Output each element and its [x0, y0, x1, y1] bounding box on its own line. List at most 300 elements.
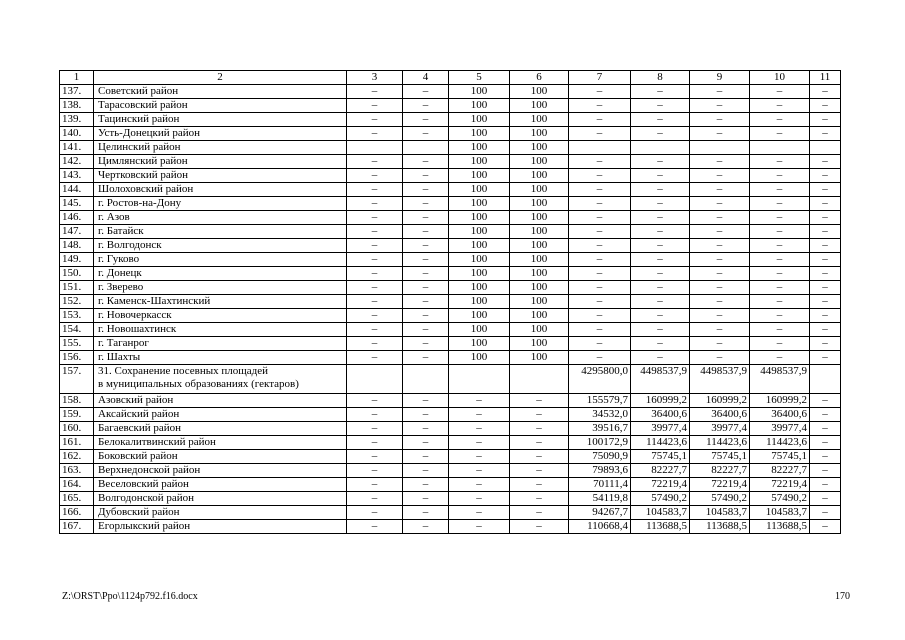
row-number-cell: 140. — [60, 127, 94, 141]
value-cell: – — [690, 197, 750, 211]
value-cell: 57490,2 — [690, 492, 750, 506]
value-cell: – — [631, 211, 690, 225]
row-name-cell: г. Зверево — [94, 281, 347, 295]
value-cell: – — [403, 506, 449, 520]
value-cell: – — [631, 169, 690, 183]
value-cell: – — [510, 436, 569, 450]
row-name-cell: г. Новочеркасск — [94, 309, 347, 323]
value-cell: 100 — [510, 141, 569, 155]
value-cell: – — [750, 337, 810, 351]
value-cell: – — [347, 155, 403, 169]
value-cell: – — [810, 155, 841, 169]
value-cell: – — [347, 394, 403, 408]
value-cell: – — [510, 450, 569, 464]
value-cell: – — [810, 323, 841, 337]
value-cell: 94267,7 — [569, 506, 631, 520]
row-name-cell: Верхнедонской район — [94, 464, 347, 478]
value-cell: – — [810, 478, 841, 492]
value-cell: – — [403, 309, 449, 323]
table-row — [60, 309, 841, 323]
value-cell: 100 — [510, 183, 569, 197]
table-row — [60, 450, 841, 464]
table-row — [60, 141, 841, 155]
table-row — [60, 506, 841, 520]
value-cell: – — [690, 295, 750, 309]
value-cell: – — [631, 113, 690, 127]
value-cell: 100 — [449, 323, 510, 337]
value-cell: 100 — [449, 183, 510, 197]
row-name-cell: Веселовский район — [94, 478, 347, 492]
value-cell: – — [750, 183, 810, 197]
row-name-cell: Тарасовский район — [94, 99, 347, 113]
value-cell: 160999,2 — [750, 394, 810, 408]
value-cell: – — [569, 85, 631, 99]
value-cell: – — [403, 99, 449, 113]
row-number-cell: 145. — [60, 197, 94, 211]
value-cell: – — [449, 506, 510, 520]
value-cell: 100 — [510, 169, 569, 183]
value-cell: – — [631, 337, 690, 351]
row-name-cell: г. Ростов-на-Дону — [94, 197, 347, 211]
value-cell: – — [403, 239, 449, 253]
value-cell: – — [810, 197, 841, 211]
table-row — [60, 351, 841, 365]
value-cell: – — [690, 323, 750, 337]
row-number-cell: 157. — [60, 365, 94, 394]
value-cell: – — [631, 239, 690, 253]
value-cell: – — [750, 323, 810, 337]
row-number-cell: 158. — [60, 394, 94, 408]
value-cell: 100 — [449, 281, 510, 295]
value-cell: 57490,2 — [750, 492, 810, 506]
value-cell: 104583,7 — [690, 506, 750, 520]
row-number-cell: 167. — [60, 520, 94, 534]
value-cell: – — [750, 113, 810, 127]
value-cell: – — [631, 267, 690, 281]
value-cell: – — [403, 422, 449, 436]
row-name-cell: Азовский район — [94, 394, 347, 408]
value-cell: – — [690, 239, 750, 253]
value-cell: – — [347, 267, 403, 281]
value-cell: – — [347, 113, 403, 127]
value-cell: 104583,7 — [631, 506, 690, 520]
value-cell — [750, 141, 810, 155]
value-cell: 4498537,9 — [690, 365, 750, 394]
value-cell: – — [631, 225, 690, 239]
value-cell: – — [449, 450, 510, 464]
value-cell: 100 — [510, 351, 569, 365]
value-cell: – — [347, 309, 403, 323]
value-cell: 113688,5 — [750, 520, 810, 534]
value-cell: – — [569, 225, 631, 239]
value-cell: – — [569, 337, 631, 351]
value-cell: – — [403, 281, 449, 295]
value-cell: – — [810, 169, 841, 183]
value-cell: – — [690, 253, 750, 267]
value-cell: – — [810, 506, 841, 520]
value-cell: – — [347, 127, 403, 141]
row-number-cell: 162. — [60, 450, 94, 464]
value-cell: – — [750, 351, 810, 365]
value-cell: 100 — [449, 337, 510, 351]
row-number-cell: 144. — [60, 183, 94, 197]
row-number-cell: 152. — [60, 295, 94, 309]
value-cell: – — [569, 323, 631, 337]
value-cell: 110668,4 — [569, 520, 631, 534]
value-cell: – — [347, 422, 403, 436]
value-cell: 100 — [510, 295, 569, 309]
value-cell: 72219,4 — [690, 478, 750, 492]
value-cell — [403, 141, 449, 155]
table-row — [60, 211, 841, 225]
value-cell: – — [810, 309, 841, 323]
value-cell: 100 — [510, 267, 569, 281]
value-cell: – — [347, 85, 403, 99]
value-cell: 4295800,0 — [569, 365, 631, 394]
value-cell: – — [810, 253, 841, 267]
table-row — [60, 99, 841, 113]
value-cell: – — [347, 337, 403, 351]
value-cell: – — [690, 85, 750, 99]
value-cell: 100 — [510, 85, 569, 99]
row-number-cell: 138. — [60, 99, 94, 113]
value-cell: – — [750, 99, 810, 113]
value-cell: 100 — [449, 267, 510, 281]
value-cell: – — [403, 113, 449, 127]
value-cell: 82227,7 — [631, 464, 690, 478]
row-number-cell: 148. — [60, 239, 94, 253]
value-cell: – — [810, 183, 841, 197]
row-name-cell: Егорлыкский район — [94, 520, 347, 534]
value-cell: – — [569, 239, 631, 253]
value-cell: – — [510, 422, 569, 436]
table-row — [60, 197, 841, 211]
value-cell: – — [631, 155, 690, 169]
value-cell: – — [750, 197, 810, 211]
value-cell: – — [631, 323, 690, 337]
table-row — [60, 520, 841, 534]
document-sheet — [59, 70, 840, 534]
value-cell: 54119,8 — [569, 492, 631, 506]
value-cell: 100 — [449, 253, 510, 267]
value-cell: 100 — [510, 113, 569, 127]
table-body — [60, 85, 841, 534]
value-cell: – — [403, 394, 449, 408]
value-cell: 113688,5 — [690, 520, 750, 534]
row-name-cell: г. Донецк — [94, 267, 347, 281]
value-cell: – — [403, 492, 449, 506]
value-cell: – — [750, 169, 810, 183]
value-cell: 114423,6 — [631, 436, 690, 450]
value-cell: – — [510, 478, 569, 492]
row-name-cell: г. Гуково — [94, 253, 347, 267]
value-cell: – — [449, 408, 510, 422]
value-cell: – — [449, 492, 510, 506]
value-cell: 75090,9 — [569, 450, 631, 464]
table-row — [60, 85, 841, 99]
value-cell — [403, 365, 449, 394]
footer-page-number: 170 — [835, 591, 850, 602]
column-header-7: 7 — [569, 71, 631, 85]
row-number-cell: 164. — [60, 478, 94, 492]
value-cell: – — [403, 323, 449, 337]
value-cell: – — [403, 127, 449, 141]
value-cell: – — [347, 520, 403, 534]
value-cell: – — [569, 197, 631, 211]
table-row — [60, 225, 841, 239]
value-cell: 100 — [449, 85, 510, 99]
value-cell: 79893,6 — [569, 464, 631, 478]
value-cell: 36400,6 — [750, 408, 810, 422]
value-cell: – — [403, 197, 449, 211]
value-cell: – — [750, 309, 810, 323]
row-number-cell: 160. — [60, 422, 94, 436]
table-row — [60, 365, 841, 394]
value-cell: – — [631, 85, 690, 99]
value-cell: – — [810, 351, 841, 365]
row-number-cell: 163. — [60, 464, 94, 478]
value-cell: – — [750, 225, 810, 239]
column-header-10: 10 — [750, 71, 810, 85]
value-cell — [569, 141, 631, 155]
value-cell: 100 — [510, 337, 569, 351]
value-cell: – — [569, 183, 631, 197]
table-row — [60, 113, 841, 127]
value-cell: – — [810, 520, 841, 534]
value-cell: – — [347, 197, 403, 211]
value-cell: 100 — [449, 197, 510, 211]
value-cell: – — [569, 127, 631, 141]
value-cell: – — [347, 253, 403, 267]
column-header-2: 2 — [94, 71, 347, 85]
row-number-cell: 151. — [60, 281, 94, 295]
value-cell: – — [569, 281, 631, 295]
row-name-cell: Белокалитвинский район — [94, 436, 347, 450]
row-name-cell: г. Каменск-Шахтинский — [94, 295, 347, 309]
table-row — [60, 394, 841, 408]
value-cell: 39977,4 — [631, 422, 690, 436]
value-cell: – — [810, 408, 841, 422]
value-cell: – — [750, 155, 810, 169]
value-cell: 100 — [510, 211, 569, 225]
value-cell: – — [403, 295, 449, 309]
value-cell: – — [810, 267, 841, 281]
data-table — [59, 70, 841, 534]
value-cell: – — [810, 337, 841, 351]
value-cell: – — [347, 478, 403, 492]
value-cell: – — [810, 85, 841, 99]
value-cell: 100 — [449, 127, 510, 141]
value-cell: 100 — [510, 239, 569, 253]
value-cell: 114423,6 — [690, 436, 750, 450]
value-cell: 100 — [449, 155, 510, 169]
value-cell: – — [690, 225, 750, 239]
row-name-cell: Целинский район — [94, 141, 347, 155]
row-name-cell: Усть-Донецкий район — [94, 127, 347, 141]
value-cell: 100 — [510, 309, 569, 323]
row-number-cell: 139. — [60, 113, 94, 127]
value-cell: – — [810, 225, 841, 239]
value-cell: – — [750, 295, 810, 309]
value-cell: – — [810, 464, 841, 478]
row-name-cell: Аксайский район — [94, 408, 347, 422]
value-cell — [810, 365, 841, 394]
value-cell: 36400,6 — [631, 408, 690, 422]
value-cell: 100 — [449, 113, 510, 127]
value-cell: – — [510, 408, 569, 422]
value-cell: 70111,4 — [569, 478, 631, 492]
value-cell: 82227,7 — [750, 464, 810, 478]
value-cell: – — [347, 464, 403, 478]
column-header-11: 11 — [810, 71, 841, 85]
value-cell: – — [403, 351, 449, 365]
row-name-cell: Шолоховский район — [94, 183, 347, 197]
value-cell: 100 — [510, 155, 569, 169]
column-header-6: 6 — [510, 71, 569, 85]
table-row — [60, 478, 841, 492]
value-cell — [449, 365, 510, 394]
row-number-cell: 141. — [60, 141, 94, 155]
row-number-cell: 159. — [60, 408, 94, 422]
table-row — [60, 183, 841, 197]
value-cell: 75745,1 — [750, 450, 810, 464]
value-cell: – — [690, 155, 750, 169]
row-number-cell: 143. — [60, 169, 94, 183]
value-cell: – — [510, 394, 569, 408]
value-cell: 100 — [510, 281, 569, 295]
row-name-cell: 31. Сохранение посевных площадей в муниципальных образованиях (гектаров) — [94, 365, 347, 394]
table-row — [60, 295, 841, 309]
value-cell: – — [690, 211, 750, 225]
value-cell: – — [690, 113, 750, 127]
table-row — [60, 239, 841, 253]
value-cell — [810, 141, 841, 155]
value-cell: – — [347, 323, 403, 337]
value-cell: 100 — [449, 351, 510, 365]
value-cell: – — [347, 450, 403, 464]
value-cell: 100 — [449, 99, 510, 113]
row-name-cell: г. Шахты — [94, 351, 347, 365]
value-cell: – — [347, 408, 403, 422]
row-number-cell: 149. — [60, 253, 94, 267]
value-cell: – — [690, 281, 750, 295]
value-cell: – — [690, 267, 750, 281]
value-cell: – — [810, 450, 841, 464]
value-cell: – — [449, 478, 510, 492]
value-cell: 114423,6 — [750, 436, 810, 450]
table-row — [60, 337, 841, 351]
value-cell: – — [347, 183, 403, 197]
value-cell: – — [750, 281, 810, 295]
row-number-cell: 166. — [60, 506, 94, 520]
value-cell: 100 — [510, 253, 569, 267]
table-row — [60, 127, 841, 141]
value-cell: – — [510, 506, 569, 520]
row-name-cell: Волгодонской район — [94, 492, 347, 506]
value-cell — [631, 141, 690, 155]
column-header-3: 3 — [347, 71, 403, 85]
table-row — [60, 436, 841, 450]
value-cell: – — [810, 99, 841, 113]
value-cell: – — [347, 169, 403, 183]
value-cell: – — [569, 295, 631, 309]
value-cell: 82227,7 — [690, 464, 750, 478]
value-cell: – — [631, 281, 690, 295]
value-cell: – — [403, 464, 449, 478]
value-cell: – — [810, 295, 841, 309]
table-row — [60, 253, 841, 267]
value-cell: – — [631, 253, 690, 267]
value-cell: – — [403, 225, 449, 239]
row-number-cell: 137. — [60, 85, 94, 99]
value-cell: – — [810, 113, 841, 127]
value-cell: – — [347, 436, 403, 450]
value-cell: 155579,7 — [569, 394, 631, 408]
column-header-4: 4 — [403, 71, 449, 85]
value-cell: – — [810, 422, 841, 436]
value-cell: – — [690, 169, 750, 183]
table-row — [60, 155, 841, 169]
value-cell: – — [631, 197, 690, 211]
value-cell: 72219,4 — [750, 478, 810, 492]
row-number-cell: 153. — [60, 309, 94, 323]
value-cell: – — [750, 239, 810, 253]
value-cell: – — [403, 408, 449, 422]
value-cell: 100 — [449, 211, 510, 225]
value-cell: – — [569, 211, 631, 225]
value-cell: – — [810, 436, 841, 450]
value-cell: 160999,2 — [631, 394, 690, 408]
value-cell: – — [569, 253, 631, 267]
value-cell: – — [510, 520, 569, 534]
value-cell: – — [403, 478, 449, 492]
value-cell: – — [631, 183, 690, 197]
value-cell: – — [690, 351, 750, 365]
value-cell: 100 — [510, 99, 569, 113]
value-cell: – — [569, 267, 631, 281]
value-cell: – — [569, 113, 631, 127]
value-cell — [690, 141, 750, 155]
value-cell: – — [510, 464, 569, 478]
value-cell: – — [810, 281, 841, 295]
value-cell: – — [631, 351, 690, 365]
value-cell: 4498537,9 — [631, 365, 690, 394]
row-name-cell: г. Батайск — [94, 225, 347, 239]
table-header-row — [60, 71, 841, 85]
value-cell: – — [569, 99, 631, 113]
row-number-cell: 147. — [60, 225, 94, 239]
value-cell: 100 — [510, 197, 569, 211]
value-cell: – — [690, 337, 750, 351]
column-header-1: 1 — [60, 71, 94, 85]
value-cell: 100 — [449, 169, 510, 183]
value-cell: – — [810, 394, 841, 408]
value-cell: – — [510, 492, 569, 506]
value-cell: – — [449, 464, 510, 478]
value-cell: – — [403, 155, 449, 169]
value-cell: 34532,0 — [569, 408, 631, 422]
value-cell: – — [403, 253, 449, 267]
value-cell: – — [347, 351, 403, 365]
value-cell: – — [569, 155, 631, 169]
value-cell: – — [403, 169, 449, 183]
value-cell: – — [631, 295, 690, 309]
value-cell: – — [347, 295, 403, 309]
table-row — [60, 422, 841, 436]
value-cell: 100 — [510, 225, 569, 239]
row-name-cell: Чертковский район — [94, 169, 347, 183]
row-name-cell: Цимлянский район — [94, 155, 347, 169]
